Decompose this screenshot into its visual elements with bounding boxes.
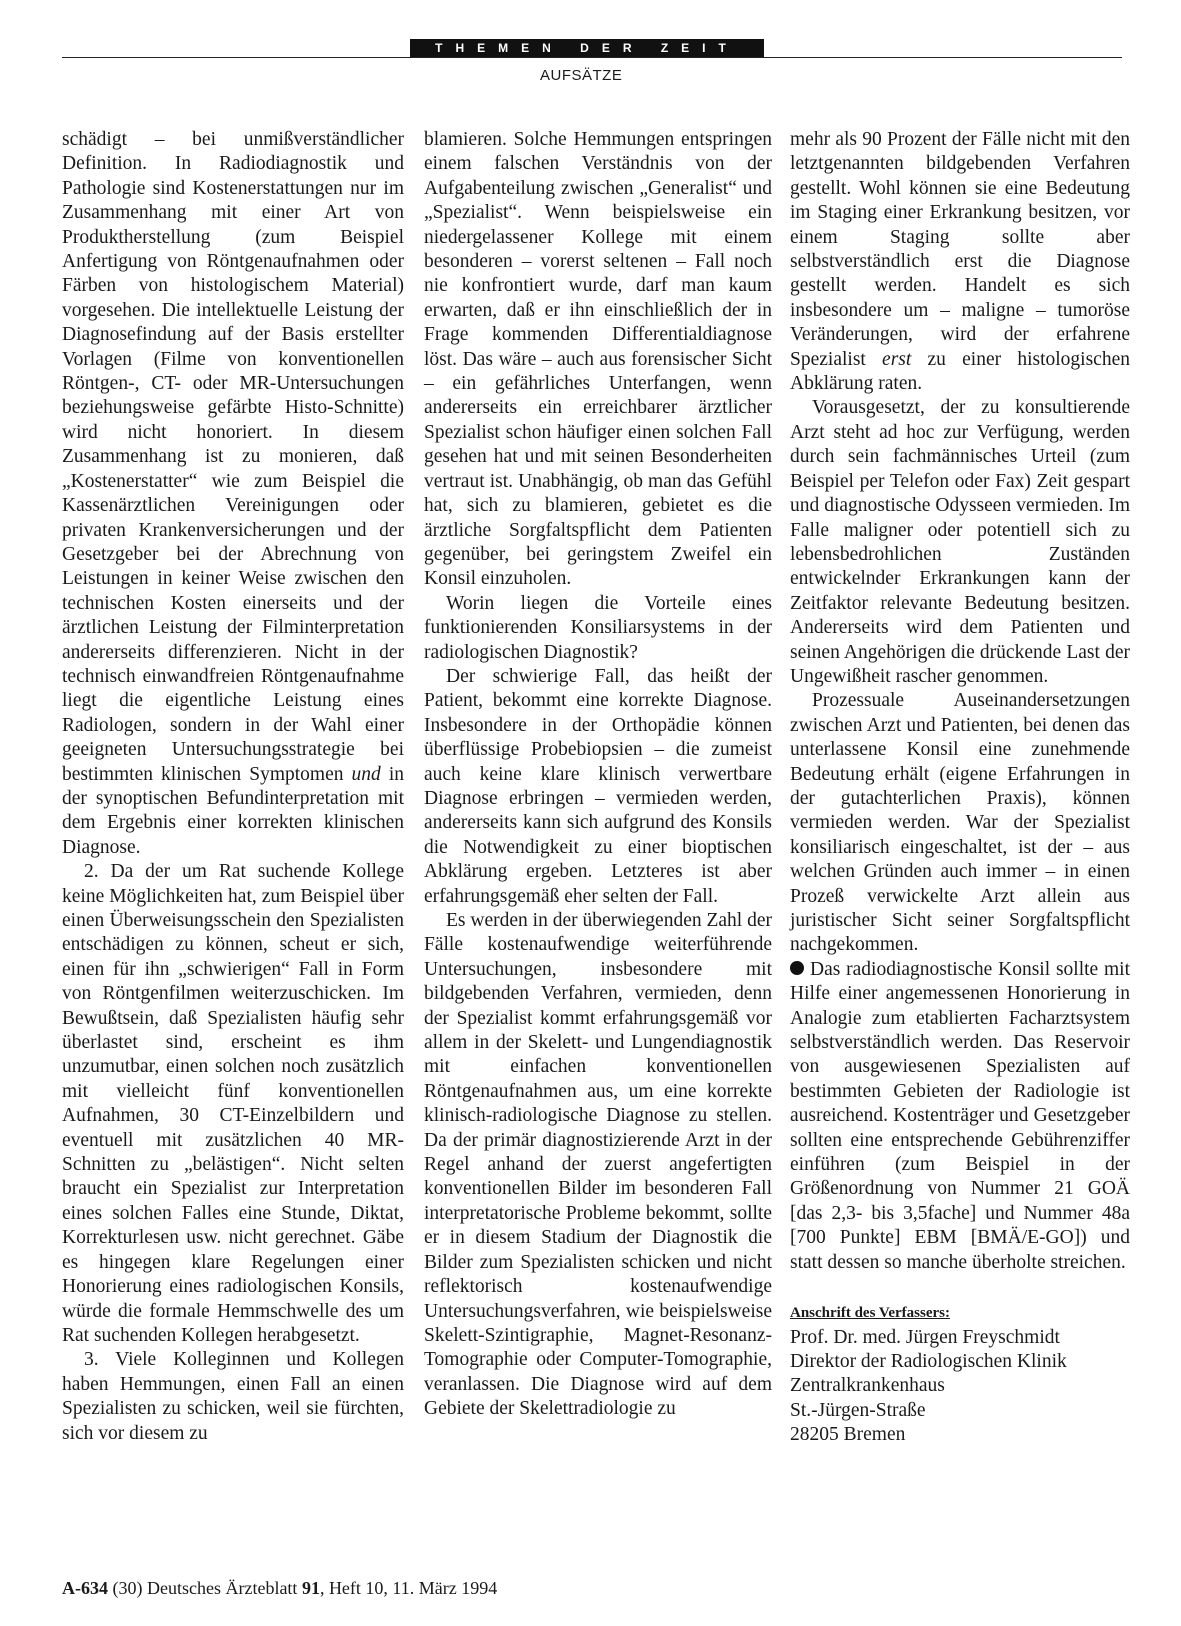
paragraph: 3. Viele Kolleginnen und Kollegen haben Hemmungen, einen Fall an einen Spezialisten zu schicken, weil sie fürchten, sich vor diesem zu (62, 1349, 404, 1444)
article-column-1 (62, 128, 404, 1446)
address-line: Direktor der Radiologischen Klinik (790, 1350, 1067, 1372)
citation: (30) Deutsches Ärzteblatt (112, 1578, 302, 1598)
address-line: St.-Jürgen-Straße (790, 1399, 926, 1421)
subsection-label: AUFSÄTZE (540, 67, 623, 84)
bullet-icon (790, 961, 804, 975)
page-number: A-634 (62, 1578, 108, 1598)
author-address (790, 1326, 1130, 1448)
emphasis: erst (882, 348, 912, 370)
header-rule (62, 57, 1122, 58)
paragraph: Der schwierige Fall, das heißt der Patient, bekommt eine korrekte Diagnose. Insbesondere in der Orthopädie können überflüssige Probebiopsien – die zumeist auch keine klare klinisch verwertbare Diagnose erbringen – vermieden werden, andererseits kann sich aufgrund des Konsils die Notwendigkeit zu einer bioptischen Abklärung ergeben. Letzteres ist aber erfahrungsgemäß eher selten der Fall. (424, 665, 772, 907)
citation-issue: , Heft 10, 11. März 1994 (319, 1578, 498, 1598)
paragraph: blamieren. Solche Hemmungen entspringen einem falschen Verständnis von der Aufgabenteilung zwischen „Generalist“ und „Spezialist“. Wenn beispielsweise ein niedergelassener Kollege mit einem besonderen – vorerst seltenen – Fall noch nie konfrontiert wurde, darf man kaum erwarten, daß er ihn einschließlich der in Frage kommenden Differentialdiagnose löst. Das wäre – auch aus forensischer Sicht – ein gefährliches Unterfangen, wenn andererseits ein erreichbarer ärztlicher Spezialist schon häufiger einen solchen Fall gesehen hat und mit seinen Besonderheiten vertraut ist. Unabhängig, ob man das Gefühl hat, sich zu blamieren, gebietet es die ärztliche Sorgfaltspflicht dem Patienten gegenüber, bei geringstem Zweifel ein Konsil einzuholen. (424, 129, 772, 590)
address-line: Zentralkrankenhaus (790, 1375, 945, 1397)
paragraph: Es werden in der überwiegenden Zahl der Fälle kostenaufwendige weiterführende Untersuchungen, insbesondere mit bildgebenden Verfahren, vermieden, denn der Spezialist kommt erfahrungsgemäß vor allem in der Skelett- und Lungendiagnostik mit einfachen konventionellen Röntgenaufnahmen aus, um eine korrekte klinisch-radiologische Diagnose zu stellen. Da der primär diagnostizierende Arzt in der Regel anhand der zuerst angefertigten konventionellen Bilder im besonderen Fall interpretatorische Probleme bekommt, sollte er in diesem Stadium der Diagnostik die Bilder zum Spezialisten schicken und nicht reflektorisch kostenaufwendige Untersuchungsverfahren, wie beispielsweise Skelett-Szintigraphie, Magnet-Resonanz-Tomographie oder Computer-Tomographie, veranlassen. Die Diagnose wird auf dem Gebiete der Skelettradiologie zu (424, 910, 772, 1420)
paragraph: 2. Da der um Rat suchende Kollege keine Möglichkeiten hat, zum Beispiel über einen Überweisungsschein den Spezialisten entschädigen zu können, scheut er sich, einen für ihn „schwierigen“ Fall in Form von Röntgenfilmen weiterzuschicken. Im Bewußtsein, daß Spezialisten häufig sehr überlastet sind, erscheint es ihm unzumutbar, einen solchen noch zusätzlich mit vielleicht fünf konventionellen Aufnahmen, 30 CT-Einzelbildern und eventuell mit zusätzlichen 40 MR-Schnitten zu „belästigen“. Nicht selten braucht ein Spezialist zur Interpretation eines solchen Falles eine Stunde, Diktat, Korrekturlesen usw. nicht gerechnet. Gäbe es hingegen klare Regelungen einer Honorierung eines radiologischen Konsils, würde die formale Hemmschwelle des um Rat suchenden Kollegen herabgesetzt. (62, 861, 404, 1346)
paragraph: Vorausgesetzt, der zu konsultierende Arzt steht ad hoc zur Verfügung, werden durch sein fachmännisches Urteil (zum Beispiel per Telefon oder Fax) Zeit gespart und diagnostische Odysseen vermieden. Im Falle maligner oder potentiell sich zu lebensbedrohlichen Zuständen entwickelnder Erkrankungen kann der Zeitfaktor relevante Bedeutung besitzen. Andererseits wird dem Patienten und seinen Angehörigen die drückende Last der Ungewißheit rascher genommen. (790, 397, 1130, 687)
paragraph: mehr als 90 Prozent der Fälle nicht mit den letztgenannten bildgebenden Verfahren gestellt. Wohl können sie eine Bedeutung im Staging einer Erkrankung besitzen, vor einem Staging sollte aber selbstverständlich erst die Diagnose gestellt werden. Handelt es sich insbesondere um – maligne – tumoröse Veränderungen, wird der erfahrene Spezialist erst zu einer histologischen Abklärung raten. (790, 129, 1130, 395)
paragraph: Das radiodiagnostische Konsil sollte mit Hilfe einer angemessenen Honorierung in Analogie zum etablierten Facharztsystem selbstverständlich werden. Das Reservoir von ausgewiesenen Spezialisten auf bestimmten Gebieten der Radiologie ist ausreichend. Kostenträger und Gesetzgeber sollten eine entsprechende Gebührenziffer einführen (zum Beispiel in der Größenordnung von Nummer 21 GOÄ [das 2,3- bis 3,5fache] und Nummer 48a [700 Punkte] EBM [BMÄ/E-GO]) und statt dessen so manche überholte streichen. (790, 958, 1130, 1273)
address-heading: Anschrift des Verfassers: (790, 1305, 950, 1322)
emphasis: und (351, 763, 381, 785)
article-column-2 (424, 128, 772, 1422)
article-column-3 (790, 128, 1130, 1448)
section-title: THEMEN DER ZEIT (435, 41, 739, 55)
paragraph: Worin liegen die Vorteile eines funktionierenden Konsiliarsystems in der radiologischen Diagnostik? (424, 592, 772, 663)
address-line: Prof. Dr. med. Jürgen Freyschmidt (790, 1326, 1060, 1348)
page-footer (62, 1578, 497, 1599)
volume-number: 91 (301, 1578, 320, 1598)
section-header-bar (410, 39, 764, 57)
paragraph: schädigt – bei unmißverständlicher Definition. In Radiodiagnostik und Pathologie sind Kostenerstattungen nur im Zusammenhang mit einer Art von Produktherstellung (zum Beispiel Anfertigung von Röntgenaufnahmen oder Färben von histologischem Material) vorgesehen. Die intellektuelle Leistung der Diagnosefindung auf der Basis erstellter Vorlagen (Filme von konventionellen Röntgen-, CT- oder MR-Untersuchungen beziehungsweise gefärbte Histo-Schnitte) wird nicht honoriert. In diesem Zusammenhang ist zu monieren, daß „Kostenerstatter“ wie zum Beispiel die Kassenärztlichen Vereinigungen oder privaten Krankenversicherungen und der Gesetzgeber bei der Abrechnung von Leistungen in keiner Weise zwischen den technischen Kosten einerseits und der ärztlichen Leistung der Filminterpretation andererseits differenzieren. Nicht in der technisch einwandfreien Röntgenaufnahme liegt die eigentliche Leistung eines Radiologen, sondern in der Wahl einer geeigneten Untersuchungsstrategie bei bestimmten klinischen Symptomen und in der synoptischen Befundinterpretation mit dem Ergebnis einer korrekten klinischen Diagnose. (62, 129, 404, 858)
address-line: 28205 Bremen (790, 1424, 906, 1446)
paragraph: Prozessuale Auseinandersetzungen zwischen Arzt und Patienten, bei denen das unterlassene Konsil eine zunehmende Bedeutung erhält (eigene Erfahrungen in der gutachterlichen Praxis), können vermieden werden. War der Spezialist konsiliarisch eingeschaltet, ist der – aus welchen Gründen auch immer – in einen Prozeß verwickelte Arzt allein aus juristischer Sicht seiner Sorgfaltspflicht nachgekommen. (790, 690, 1130, 956)
